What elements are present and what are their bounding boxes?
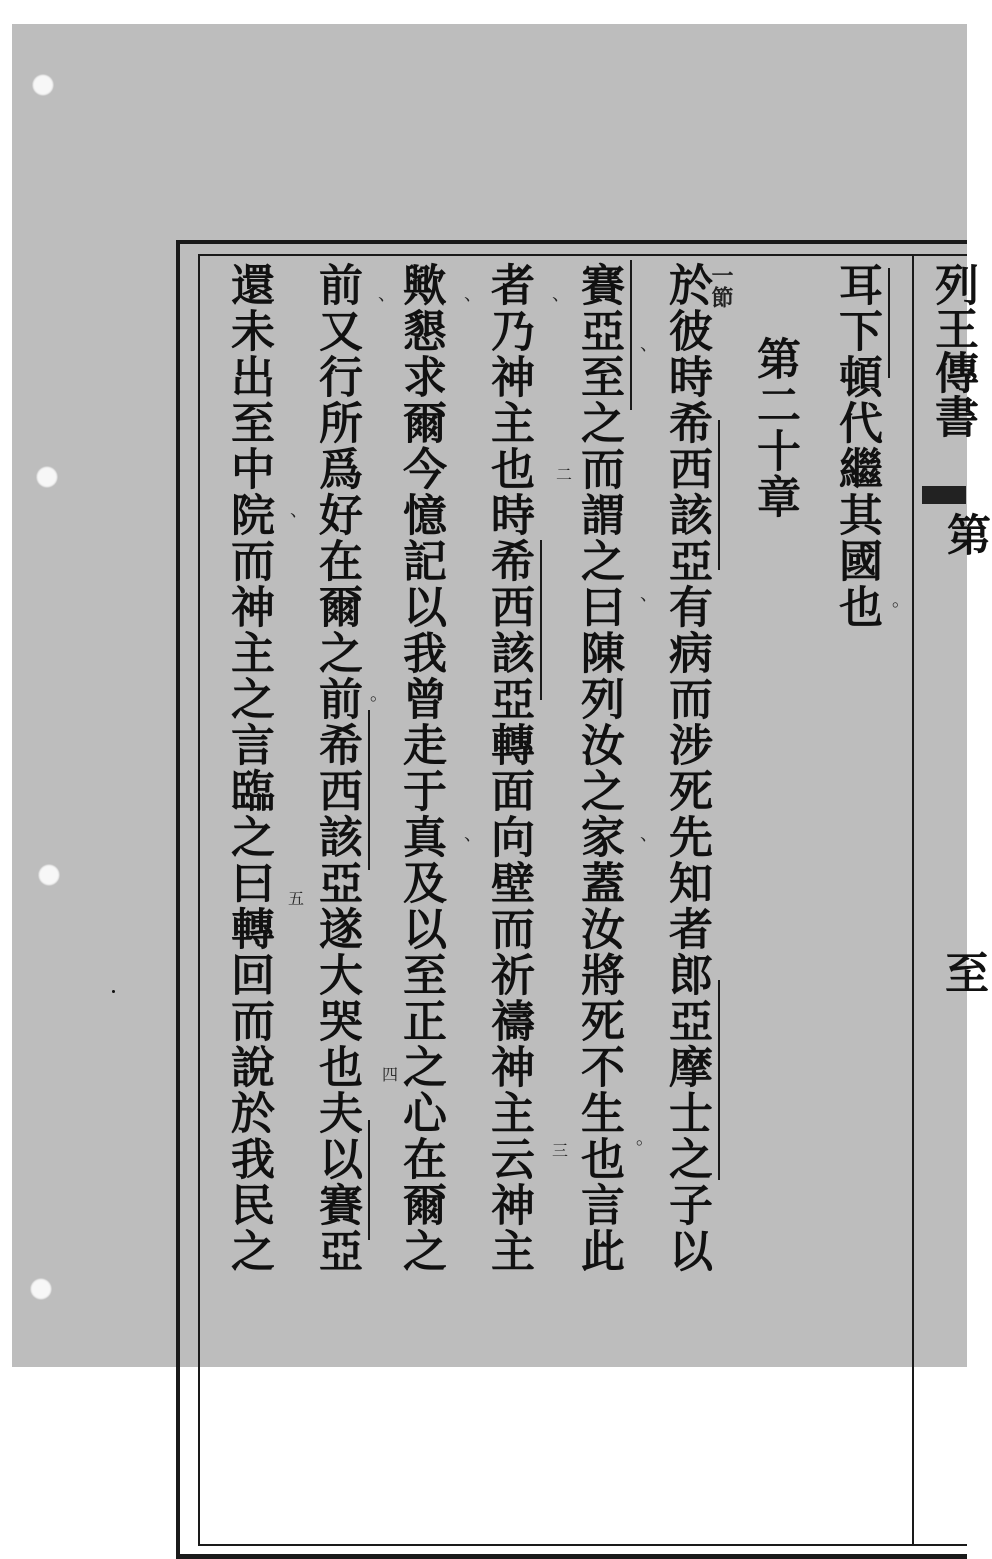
text-column-1: 耳下頓代繼其國也	[831, 262, 882, 630]
text-column-6: 前又行所爲好在爾之前希西該亞遂大哭也夫以賽亞	[311, 262, 362, 1274]
verse-number: 三	[552, 1141, 569, 1160]
inner-frame-left	[198, 254, 200, 1546]
punctuation-mark: 。	[892, 590, 910, 611]
name-marker	[888, 268, 890, 378]
name-marker	[718, 420, 720, 570]
punctuation-mark: 。	[636, 1128, 654, 1149]
punctuation-mark: 、	[640, 584, 658, 605]
text-column-4: 者乃神主也時希西該亞轉面向壁而祈禱神主云神主	[483, 262, 534, 1274]
verse-number: 二	[556, 465, 573, 484]
binder-hole	[30, 1278, 52, 1300]
binder-hole	[38, 864, 60, 886]
name-marker	[630, 260, 632, 410]
section-label: 一節	[708, 264, 734, 308]
name-marker	[368, 1120, 370, 1240]
punctuation-mark: 、	[290, 500, 308, 521]
binder-hole	[36, 466, 58, 488]
punctuation-mark: 。	[370, 684, 388, 705]
margin-fragment-chapter: 第	[939, 512, 990, 556]
text-column-7: 還未出至中院而神主之言臨之曰轉回而說於我民之	[223, 262, 274, 1274]
name-marker	[540, 540, 542, 700]
inner-frame-bottom	[198, 1544, 967, 1546]
text-column-5: 歟懇求爾今憶記以我曾走于真及以至正之心在爾之	[395, 262, 446, 1274]
punctuation-mark: 、	[552, 284, 570, 305]
running-title: 列王傳書	[927, 262, 978, 438]
chapter-heading: 第二十章	[749, 336, 800, 520]
name-marker	[718, 980, 720, 1180]
punctuation-mark: 、	[378, 284, 396, 305]
punctuation-mark: 、	[464, 824, 482, 845]
library-stamp	[922, 486, 966, 504]
punctuation-mark: 、	[640, 824, 658, 845]
punctuation-mark: 、	[464, 284, 482, 305]
margin-fragment-page: 至	[937, 950, 988, 994]
text-column-3: 賽亞至之而謂之曰陳列汝之家蓋汝將死不生也言此	[573, 262, 624, 1274]
outer-frame-left	[176, 240, 180, 1558]
binder-hole	[32, 74, 54, 96]
margin-column-rule	[912, 254, 914, 1546]
inner-frame-top	[198, 254, 967, 256]
name-marker	[368, 710, 370, 870]
verse-number: 四	[382, 1065, 399, 1084]
outer-frame-bottom	[176, 1554, 967, 1559]
scan-speck	[112, 990, 115, 993]
outer-frame-top	[176, 240, 967, 244]
punctuation-mark: 、	[640, 334, 658, 355]
text-column-2: 於彼時希西該亞有病而涉死先知者郎亞摩士之子以	[661, 262, 712, 1274]
verse-number: 五	[288, 889, 305, 908]
